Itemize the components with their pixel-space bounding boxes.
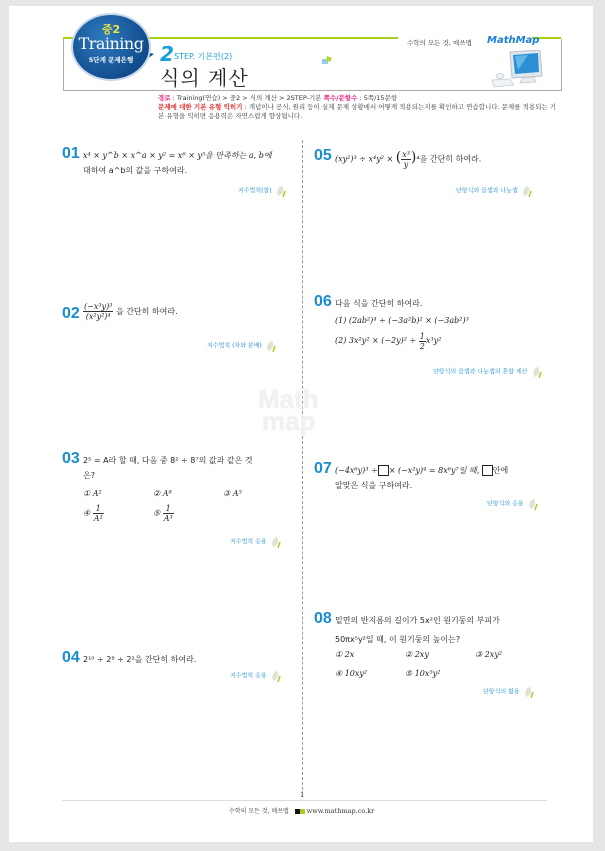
answer-choices bbox=[83, 486, 295, 523]
header-slogan: 수학의 모든 것, 매쓰맵 bbox=[407, 39, 472, 47]
page-number: 1 bbox=[300, 791, 305, 799]
topic-tag bbox=[207, 340, 276, 352]
expression: (−4x⁶y)³ ÷ bbox=[335, 466, 378, 475]
book-icon bbox=[322, 56, 332, 64]
choice-1[interactable]: ① 2x bbox=[335, 650, 355, 659]
fraction-numerator: x³ bbox=[402, 150, 410, 159]
problem-number: 07 bbox=[314, 460, 332, 477]
watermark-line: Math bbox=[258, 384, 319, 414]
fraction bbox=[83, 302, 113, 321]
choice-marker: ④ bbox=[83, 508, 91, 518]
brand-logo: MathMap bbox=[487, 35, 540, 46]
problem-number: 02 bbox=[62, 305, 80, 322]
topic-label: 지수법칙(합) bbox=[238, 187, 272, 195]
fraction bbox=[401, 150, 411, 169]
choice-marker: ⑤ bbox=[153, 508, 161, 518]
problem-number: 05 bbox=[314, 147, 332, 164]
problem-text bbox=[335, 296, 469, 351]
expression: (2) 3x²y² × (−2y)² ÷ bbox=[335, 336, 419, 345]
problem-text bbox=[335, 463, 570, 493]
fraction-numerator: 1 bbox=[163, 504, 174, 514]
leaf-icon bbox=[271, 536, 281, 548]
topic-label: 단항식의 곱셈과 나눗셈의 혼합 계산 bbox=[433, 368, 528, 376]
problem-text: (xy²)³ ÷ x⁴y² × ( $\frac{\text{x³}}{y}$ )⁴을 간단히 하여라. bbox=[335, 149, 482, 169]
footer-url[interactable]: www.mathmap.co.kr bbox=[306, 807, 375, 815]
topic-label: 지수법칙 응용 bbox=[230, 538, 267, 546]
topic-label: 단항식의 곱셈과 나눗셈 bbox=[456, 187, 518, 195]
fraction-denominator: A² bbox=[93, 514, 103, 523]
topic-tag bbox=[487, 498, 538, 510]
count-value: : 5쪽/15문항 bbox=[357, 94, 398, 102]
problem-number: 01 bbox=[62, 145, 80, 162]
problem-text bbox=[83, 302, 178, 321]
footer-slogan: 수학의 모든 것, 매쓰맵 bbox=[229, 808, 289, 815]
lesson-info bbox=[158, 94, 558, 121]
problem-text bbox=[83, 148, 272, 178]
topic-tag bbox=[230, 670, 281, 682]
choice-3[interactable]: ③ A⁵ bbox=[223, 489, 242, 498]
leaf-icon bbox=[524, 686, 534, 698]
answer-choices bbox=[335, 645, 545, 683]
fraction-numerator: 1 bbox=[419, 331, 425, 341]
chapter-title: 식의 계산 bbox=[160, 66, 249, 90]
problem-text bbox=[335, 611, 545, 683]
problem-text-line: 밑면의 반지름의 길이가 5x²인 원기둥의 부피가 bbox=[335, 616, 500, 625]
training-badge bbox=[73, 15, 149, 79]
problem-number: 08 bbox=[314, 610, 332, 627]
choice-4[interactable] bbox=[83, 504, 153, 523]
topic-tag bbox=[483, 686, 534, 698]
path-label: 경로 bbox=[158, 94, 171, 102]
path-value: : Training(연습) > 중2 > 식의 계산 > 2STEP-기본 bbox=[170, 94, 324, 102]
problem-text bbox=[83, 453, 295, 523]
fraction-denominator: 2 bbox=[419, 341, 425, 351]
fraction bbox=[93, 504, 104, 523]
problem-text: 2¹⁰ ÷ 2⁸ ÷ 2²을 간단히 하여라. bbox=[83, 655, 197, 664]
problem-text-line: x⁴ × y^b × x^a × y² = x⁶ × y⁵을 만족하는 a, b에 bbox=[83, 151, 272, 160]
fraction-denominator: y bbox=[403, 160, 409, 169]
problem-number: 03 bbox=[62, 450, 80, 467]
leaf-icon bbox=[532, 366, 542, 378]
topic-tag bbox=[433, 366, 542, 378]
footer-divider bbox=[62, 800, 547, 801]
leaf-icon bbox=[528, 498, 538, 510]
choice-5[interactable] bbox=[153, 504, 223, 523]
fraction-denominator: (x²y²)⁴ bbox=[85, 312, 111, 321]
choice-3[interactable]: ③ 2xy² bbox=[475, 650, 503, 659]
footer-square-green bbox=[300, 809, 305, 814]
choice-1[interactable]: ① A² bbox=[83, 489, 102, 498]
problem-text-line: 다음 식을 간단히 하여라. bbox=[335, 299, 423, 308]
description-label: 문제에 대한 기본 유형 익히기 bbox=[158, 103, 243, 111]
step-label: STEP. 기본편(2) bbox=[174, 52, 233, 61]
expression: 안에 bbox=[492, 466, 509, 475]
topic-label: 지수법칙 (차와 분배) bbox=[207, 342, 262, 350]
badge-subtitle: 5단계 문제은행 bbox=[88, 56, 134, 64]
problem-text-line: 알맞은 식을 구하여라. bbox=[335, 481, 413, 490]
computer-icon bbox=[488, 50, 546, 88]
fraction-numerator: (−x³y)³ bbox=[84, 302, 113, 311]
fraction bbox=[163, 504, 174, 523]
blank-box bbox=[482, 465, 493, 476]
problem-text-line: 2⁵ = A라 할 때, 다음 중 8² ÷ 8⁷의 값과 같은 것 bbox=[83, 456, 253, 465]
count-label: 쪽수/문항수 bbox=[323, 94, 358, 102]
watermark-line: map bbox=[262, 406, 316, 436]
choice-4[interactable]: ④ 10xy² bbox=[335, 669, 368, 678]
topic-tag bbox=[456, 185, 532, 197]
problem-number: 04 bbox=[62, 649, 80, 666]
problem-text-line bbox=[335, 463, 570, 478]
description-value: : 개념이나 공식, 원리 등이 실제 문제 상황에서 어떻게 적용되는지를 확인하고 연습합니다. 문제를 적용되는 기본 유형을 익히면 응용력은 자연스럽게 향상됩니다. bbox=[158, 103, 556, 120]
leaf-icon bbox=[271, 670, 281, 682]
topic-label: 지수법칙 응용 bbox=[230, 672, 267, 680]
footer bbox=[229, 806, 374, 815]
topic-tag bbox=[230, 536, 281, 548]
problem-text-line: 을 간단히 하여라. bbox=[115, 307, 178, 316]
fraction bbox=[419, 332, 426, 351]
choice-5[interactable]: ⑤ 10x⁵y² bbox=[405, 669, 441, 678]
sub-question-2 bbox=[335, 331, 469, 351]
leaf-icon bbox=[266, 340, 276, 352]
leaf-icon bbox=[276, 185, 286, 197]
topic-label: 단항식의 응용 bbox=[487, 500, 524, 508]
fraction-denominator: A³ bbox=[163, 514, 173, 523]
badge-title: Training bbox=[78, 34, 144, 53]
watermark bbox=[258, 384, 319, 436]
problem-text-line: 은? bbox=[83, 471, 95, 480]
choice-2[interactable]: ② 2xy bbox=[405, 650, 429, 659]
expression-tail: ⁴을 간단히 하여라. bbox=[416, 154, 482, 164]
leaf-icon bbox=[522, 185, 532, 197]
expression: × (−x²y)⁴ = 8x⁶y⁷일 때, bbox=[388, 466, 480, 475]
blank-box bbox=[378, 465, 389, 476]
topic-label: 단항식의 활용 bbox=[483, 688, 520, 696]
problem-text-line: 대하여 a^b의 값을 구하여라. bbox=[83, 166, 188, 175]
lesson-description bbox=[158, 103, 558, 121]
grade-label: 중2 bbox=[101, 23, 121, 36]
fraction-numerator: 1 bbox=[93, 504, 104, 514]
expression: (xy²)³ ÷ x⁴y² × bbox=[335, 154, 396, 164]
topic-tag bbox=[238, 185, 286, 197]
lesson-path bbox=[158, 94, 558, 103]
problem-number: 06 bbox=[314, 293, 332, 310]
choice-2[interactable]: ② A⁸ bbox=[153, 489, 172, 498]
sub-question-1: (1) (2ab²)⁴ ÷ (−3a²b)² × (−3ab²)³ bbox=[335, 316, 469, 325]
problem-text-line: 50πx⁵y²일 때, 이 원기둥의 높이는? bbox=[335, 635, 461, 644]
column-divider bbox=[302, 140, 303, 790]
expression-tail: x³y² bbox=[425, 336, 442, 345]
step-number: 2 bbox=[160, 42, 174, 66]
